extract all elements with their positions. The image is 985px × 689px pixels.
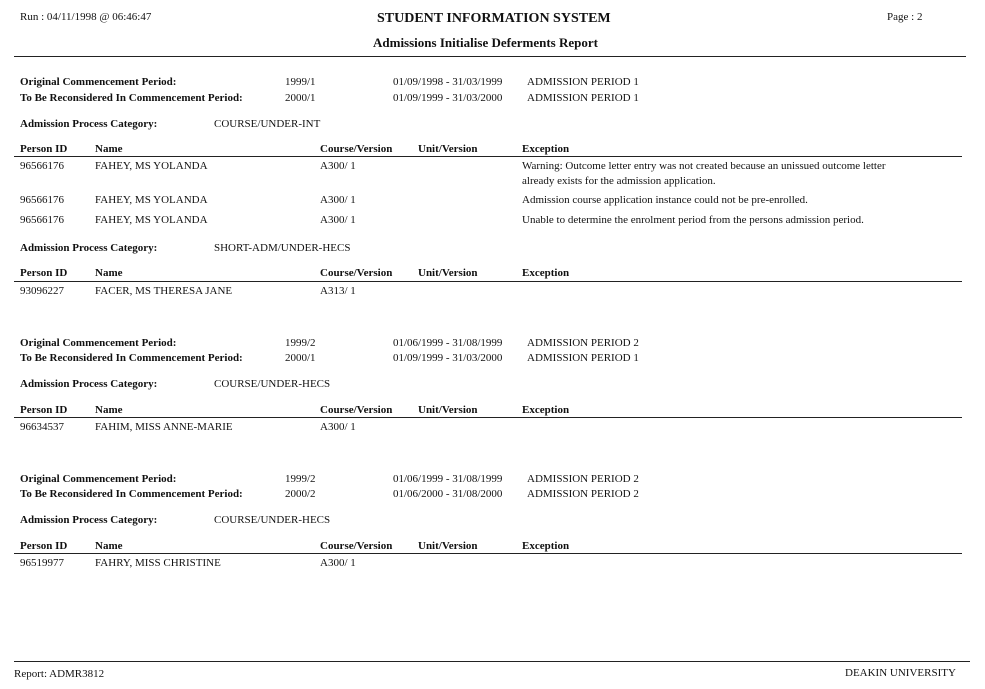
col-header-name: Name	[95, 404, 123, 416]
course-version: A313/ 1	[320, 285, 356, 297]
col-header-exception: Exception	[522, 267, 570, 279]
category-value: COURSE/UNDER-HECS	[214, 378, 331, 390]
report-id: Report: ADMR3812	[14, 668, 105, 680]
category-value: COURSE/UNDER-INT	[214, 118, 321, 130]
reconsidered-dates: 01/09/1999 - 31/03/2000	[393, 352, 503, 364]
col-header-person-id: Person ID	[20, 143, 68, 155]
person-name: FAHRY, MISS CHRISTINE	[95, 557, 221, 569]
category-label: Admission Process Category:	[20, 118, 158, 130]
original-period: 1999/2	[285, 337, 316, 349]
footer-divider	[14, 661, 970, 662]
original-period: 1999/1	[285, 76, 316, 88]
category-value: COURSE/UNDER-HECS	[214, 514, 331, 526]
course-version: A300/ 1	[320, 557, 356, 569]
reconsidered-period: 2000/1	[285, 92, 316, 104]
exception-text: Admission course application instance could not be pre-enrolled.	[522, 194, 808, 206]
category-label: Admission Process Category:	[20, 378, 158, 390]
col-header-unit: Unit/Version	[418, 404, 478, 416]
col-header-course: Course/Version	[320, 540, 393, 552]
reconsidered-admission-period: ADMISSION PERIOD 2	[527, 488, 639, 500]
exception-text: Warning: Outcome letter entry was not created because an unissued outcome letter	[522, 160, 886, 172]
original-admission-period: ADMISSION PERIOD 2	[527, 337, 639, 349]
reconsidered-admission-period: ADMISSION PERIOD 1	[527, 352, 639, 364]
page-number: Page : 2	[887, 11, 923, 23]
col-header-exception: Exception	[522, 404, 570, 416]
exception-text-continued: already exists for the admission application.	[522, 175, 716, 187]
original-admission-period: ADMISSION PERIOD 1	[527, 76, 639, 88]
col-header-name: Name	[95, 143, 123, 155]
original-dates: 01/06/1999 - 31/08/1999	[393, 473, 503, 485]
col-header-person-id: Person ID	[20, 540, 68, 552]
reconsidered-dates: 01/09/1999 - 31/03/2000	[393, 92, 503, 104]
original-period-label: Original Commencement Period:	[20, 337, 177, 349]
organization-name: DEAKIN UNIVERSITY	[845, 667, 956, 679]
col-header-name: Name	[95, 540, 123, 552]
category-label: Admission Process Category:	[20, 242, 158, 254]
course-version: A300/ 1	[320, 214, 356, 226]
table-header-rule	[14, 156, 962, 157]
reconsidered-period-label: To Be Reconsidered In Commencement Period:	[20, 92, 243, 104]
person-name: FAHIM, MISS ANNE-MARIE	[95, 421, 233, 433]
exception-text: Unable to determine the enrolment period from the persons admission period.	[522, 214, 864, 226]
reconsidered-admission-period: ADMISSION PERIOD 1	[527, 92, 639, 104]
original-period-label: Original Commencement Period:	[20, 76, 177, 88]
col-header-exception: Exception	[522, 540, 570, 552]
person-id: 96566176	[20, 160, 64, 172]
report-subtitle: Admissions Initialise Deferments Report	[373, 35, 598, 50]
person-id: 93096227	[20, 285, 64, 297]
reconsidered-dates: 01/06/2000 - 31/08/2000	[393, 488, 503, 500]
reconsidered-period-label: To Be Reconsidered In Commencement Period:	[20, 352, 243, 364]
person-id: 96566176	[20, 214, 64, 226]
course-version: A300/ 1	[320, 160, 356, 172]
person-name: FACER, MS THERESA JANE	[95, 285, 233, 297]
reconsidered-period: 2000/1	[285, 352, 316, 364]
col-header-name: Name	[95, 267, 123, 279]
person-name: FAHEY, MS YOLANDA	[95, 214, 208, 226]
original-dates: 01/09/1998 - 31/03/1999	[393, 76, 503, 88]
col-header-course: Course/Version	[320, 143, 393, 155]
header-divider	[14, 56, 966, 57]
person-name: FAHEY, MS YOLANDA	[95, 194, 208, 206]
col-header-unit: Unit/Version	[418, 143, 478, 155]
person-name: FAHEY, MS YOLANDA	[95, 160, 208, 172]
report-title: STUDENT INFORMATION SYSTEM	[377, 11, 611, 26]
original-period: 1999/2	[285, 473, 316, 485]
person-id: 96519977	[20, 557, 64, 569]
original-period-label: Original Commencement Period:	[20, 473, 177, 485]
course-version: A300/ 1	[320, 421, 356, 433]
table-header-rule	[14, 417, 962, 418]
col-header-unit: Unit/Version	[418, 540, 478, 552]
category-value: SHORT-ADM/UNDER-HECS	[214, 242, 351, 254]
col-header-course: Course/Version	[320, 404, 393, 416]
col-header-course: Course/Version	[320, 267, 393, 279]
col-header-exception: Exception	[522, 143, 570, 155]
run-timestamp: Run : 04/11/1998 @ 06:46:47	[20, 11, 152, 23]
reconsidered-period-label: To Be Reconsidered In Commencement Period:	[20, 488, 243, 500]
original-dates: 01/06/1999 - 31/08/1999	[393, 337, 503, 349]
category-label: Admission Process Category:	[20, 514, 158, 526]
col-header-person-id: Person ID	[20, 267, 68, 279]
col-header-unit: Unit/Version	[418, 267, 478, 279]
original-admission-period: ADMISSION PERIOD 2	[527, 473, 639, 485]
col-header-person-id: Person ID	[20, 404, 68, 416]
person-id: 96634537	[20, 421, 64, 433]
person-id: 96566176	[20, 194, 64, 206]
table-header-rule	[14, 281, 962, 282]
course-version: A300/ 1	[320, 194, 356, 206]
reconsidered-period: 2000/2	[285, 488, 316, 500]
table-header-rule	[14, 553, 962, 554]
